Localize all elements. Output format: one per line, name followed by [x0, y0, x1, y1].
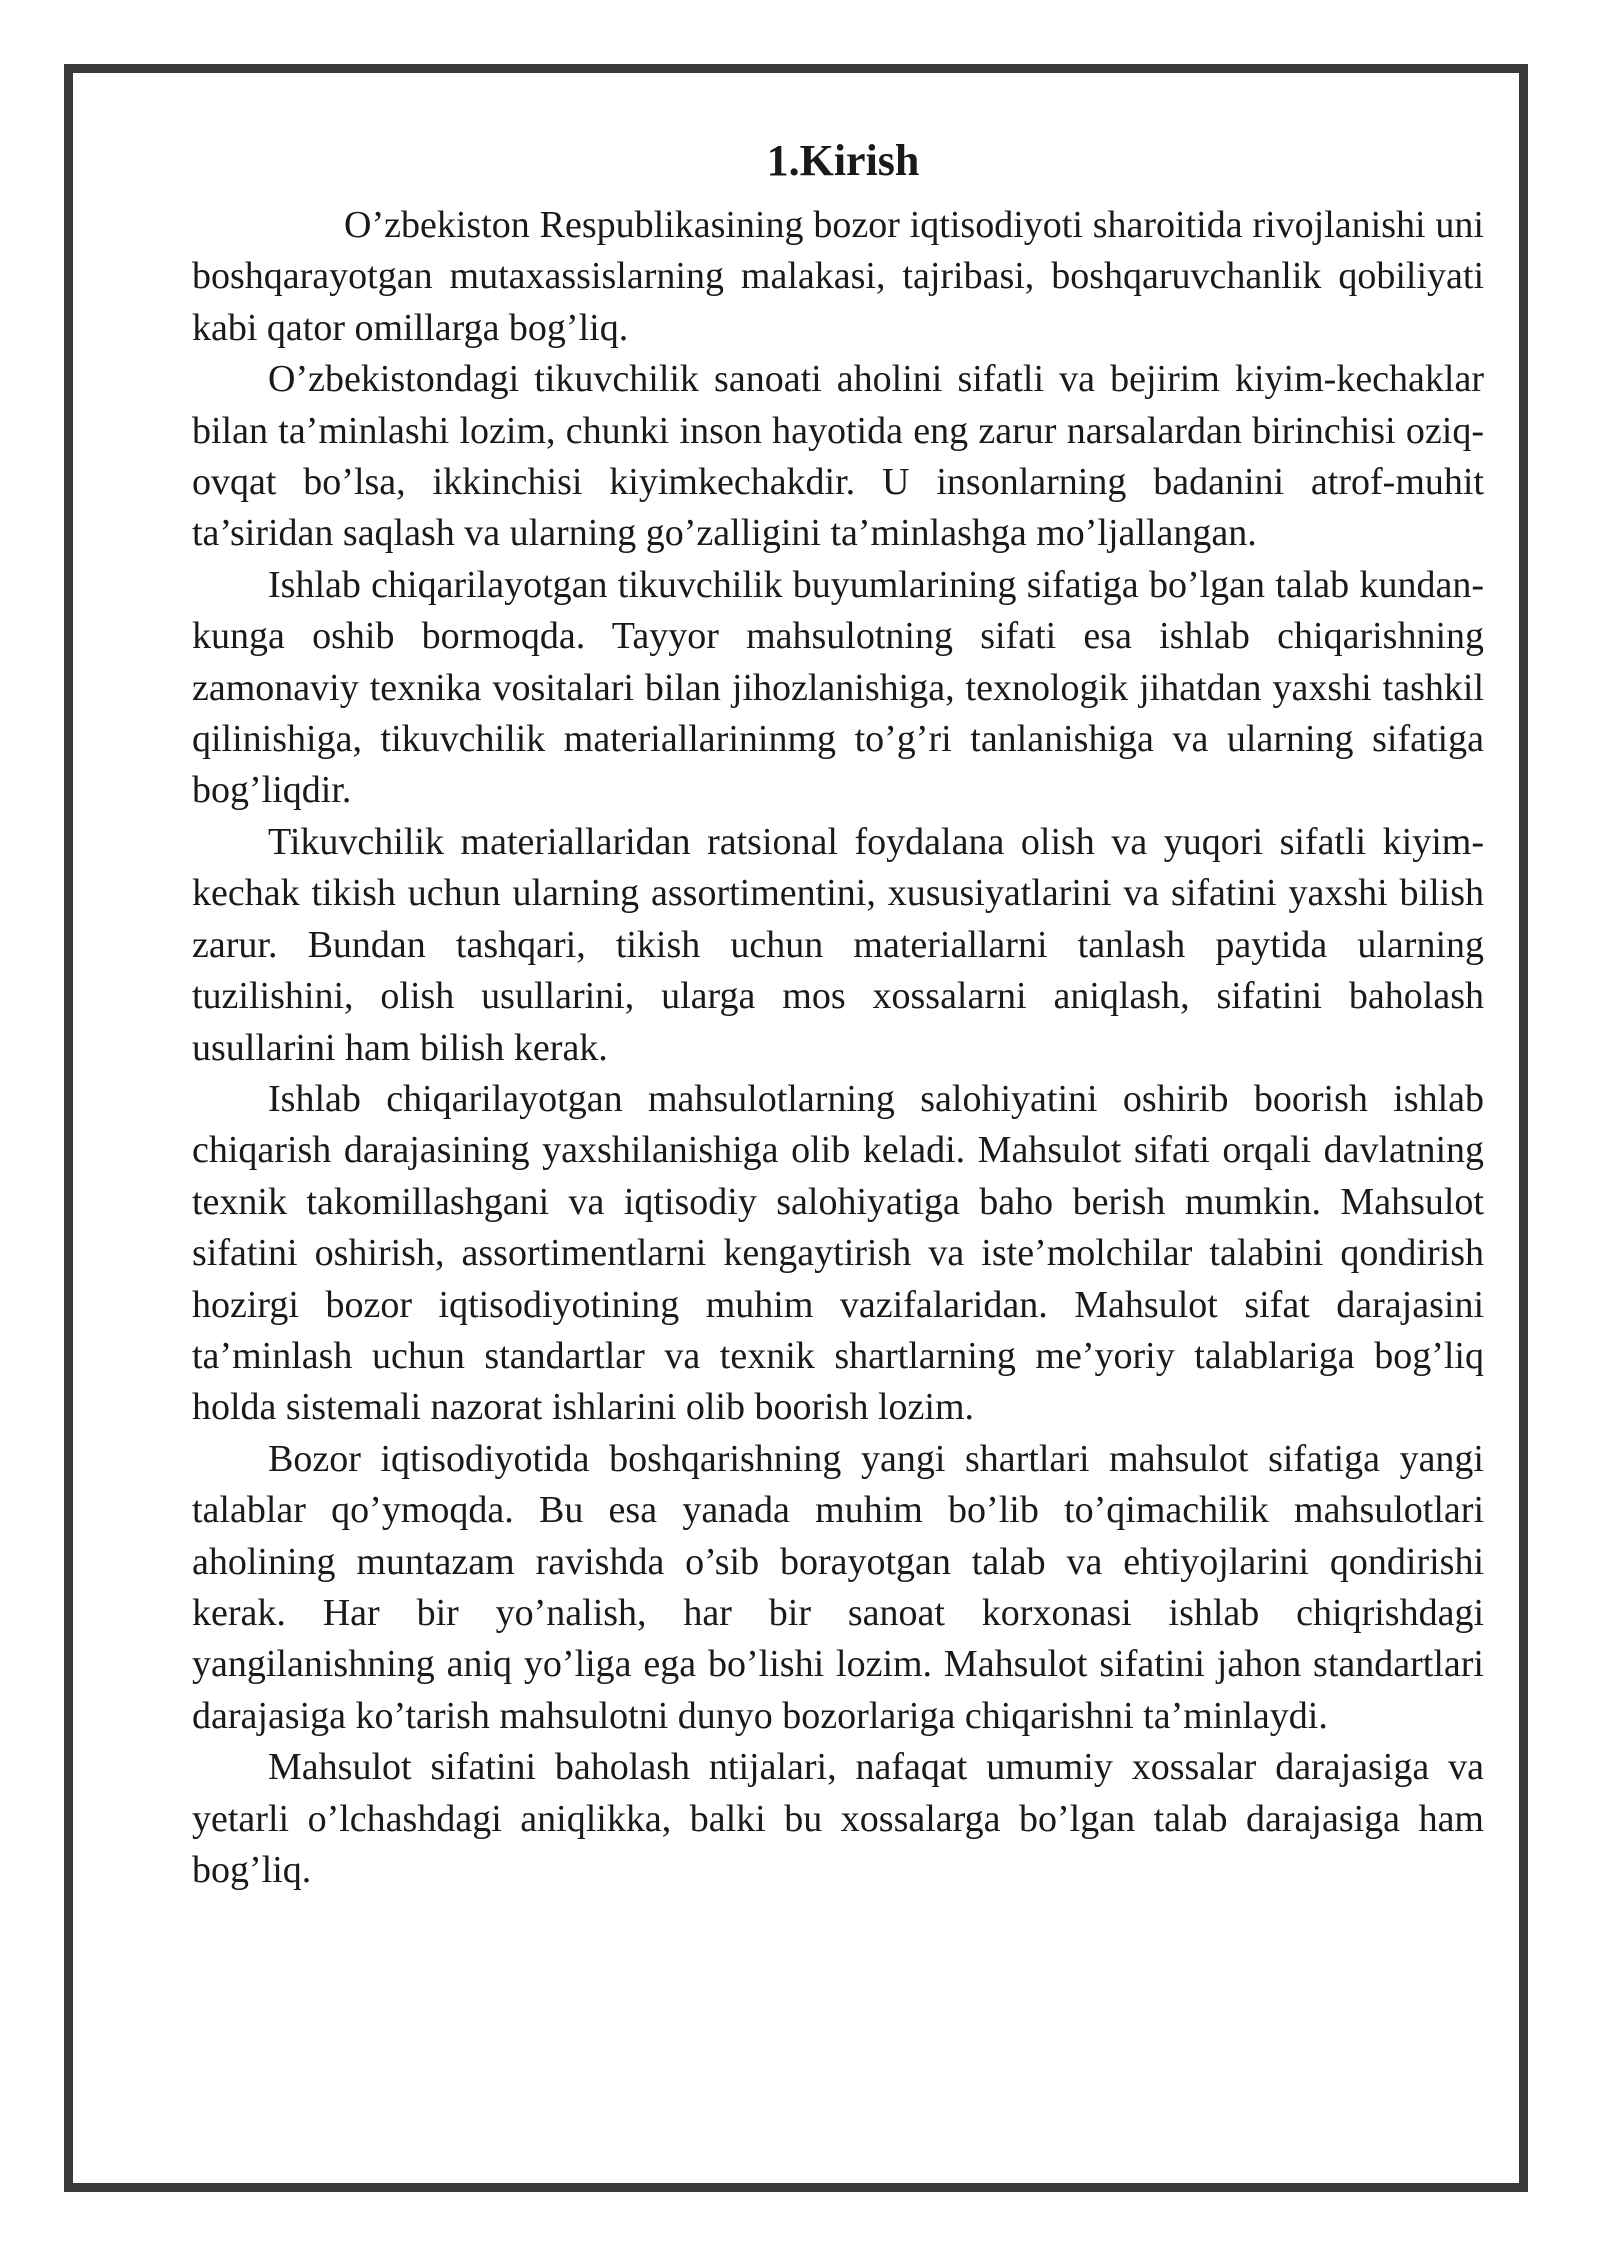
paragraph-4: Tikuvchilik materiallaridan ratsional foydalana olish va yuqori sifatli kiyim-kechak tikish uchun ularning assortimentini, xususiyatlarini va sifatini yaxshi bilish zarur. Bundan tashqari, tikish uchun materiallarni tanlash paytida ularning tuzilishini, olish usullarini, ularga mos xossalarni aniqlash, sifatini baholash usullarini ham bilish kerak. — [192, 820, 1484, 1069]
page-title: 1.Kirish — [766, 136, 920, 185]
paragraph-7: Mahsulot sifatini baholash ntijalari, nafaqat umumiy xossalar darajasiga va yetarli o’lchashdagi aniqlikka, balki bu xossalarga bo’lgan talab darajasiga ham bog’liq. — [192, 1746, 1484, 1891]
document-body — [192, 130, 1484, 1896]
paragraph-5: Ishlab chiqarilayotgan mahsulotlarning salohiyatini oshirib boorish ishlab chiqarish darajasining yaxshilanishiga olib keladi. Mahsulot sifati orqali davlatning texnik takomillashgani va iqtisodiy salohiyatiga baho berish mumkin. Mahsulot sifatini oshirish, assortimentlarni kengaytirish va iste’molchilar talabini qondirish hozirgi bozor iqtisodiyotining muhim vazifalaridan. Mahsulot sifat darajasini ta’minlash uchun standartlar va texnik shartlarning me’yoriy talablariga bog’liq holda sistemali nazorat ishlarini olib boorish lozim. — [192, 1077, 1484, 1429]
paragraph-2: O’zbekistondagi tikuvchilik sanoati aholini sifatli va bejirim kiyim-kechaklar bilan ta’minlashi lozim, chunki inson hayotida eng zarur narsalardan birinchisi oziq-ovqat bo’lsa, ikkinchisi kiyimkechakdir. U insonlarning badanini atrof-muhit ta’siridan saqlash va ularning go’zalligini ta’minlashga mo’ljallangan. — [192, 358, 1484, 555]
paragraph-3: Ishlab chiqarilayotgan tikuvchilik buyumlarining sifatiga bo’lgan talab kundan-kunga oshib bormoqda. Tayyor mahsulotning sifati esa ishlab chiqarishning zamonaviy texnika vositalari bilan jihozlanishiga, texnologik jihatdan yaxshi tashkil qilinishiga, tikuvchilik materiallarininmg to’g’ri tanlanishiga va ularning sifatiga bog’liqdir. — [192, 563, 1484, 812]
paragraph-6: Bozor iqtisodiyotida boshqarishning yangi shartlari mahsulot sifatiga yangi talablar qo’ymoqda. Bu esa yanada muhim bo’lib to’qimachilik mahsulotlari aholining muntazam ravishda o’sib borayotgan talab va ehtiyojlarini qondirishi kerak. Har bir yo’nalish, har bir sanoat korxonasi ishlab chiqrishdagi yangilanishning aniq yo’liga ega bo’lishi lozim. Mahsulot sifatini jahon standartlari darajasiga ko’tarish mahsulotni dunyo bozorlariga chiqarishni ta’minlaydi. — [192, 1437, 1484, 1737]
paragraph-1: O’zbekiston Respublikasining bozor iqtisodiyoti sharoitida rivojlanishi uni boshqarayotgan mutaxassislarning malakasi, tajribasi, boshqaruvchanlik qobiliyati kabi qator omillarga bog’liq. — [192, 204, 1484, 349]
